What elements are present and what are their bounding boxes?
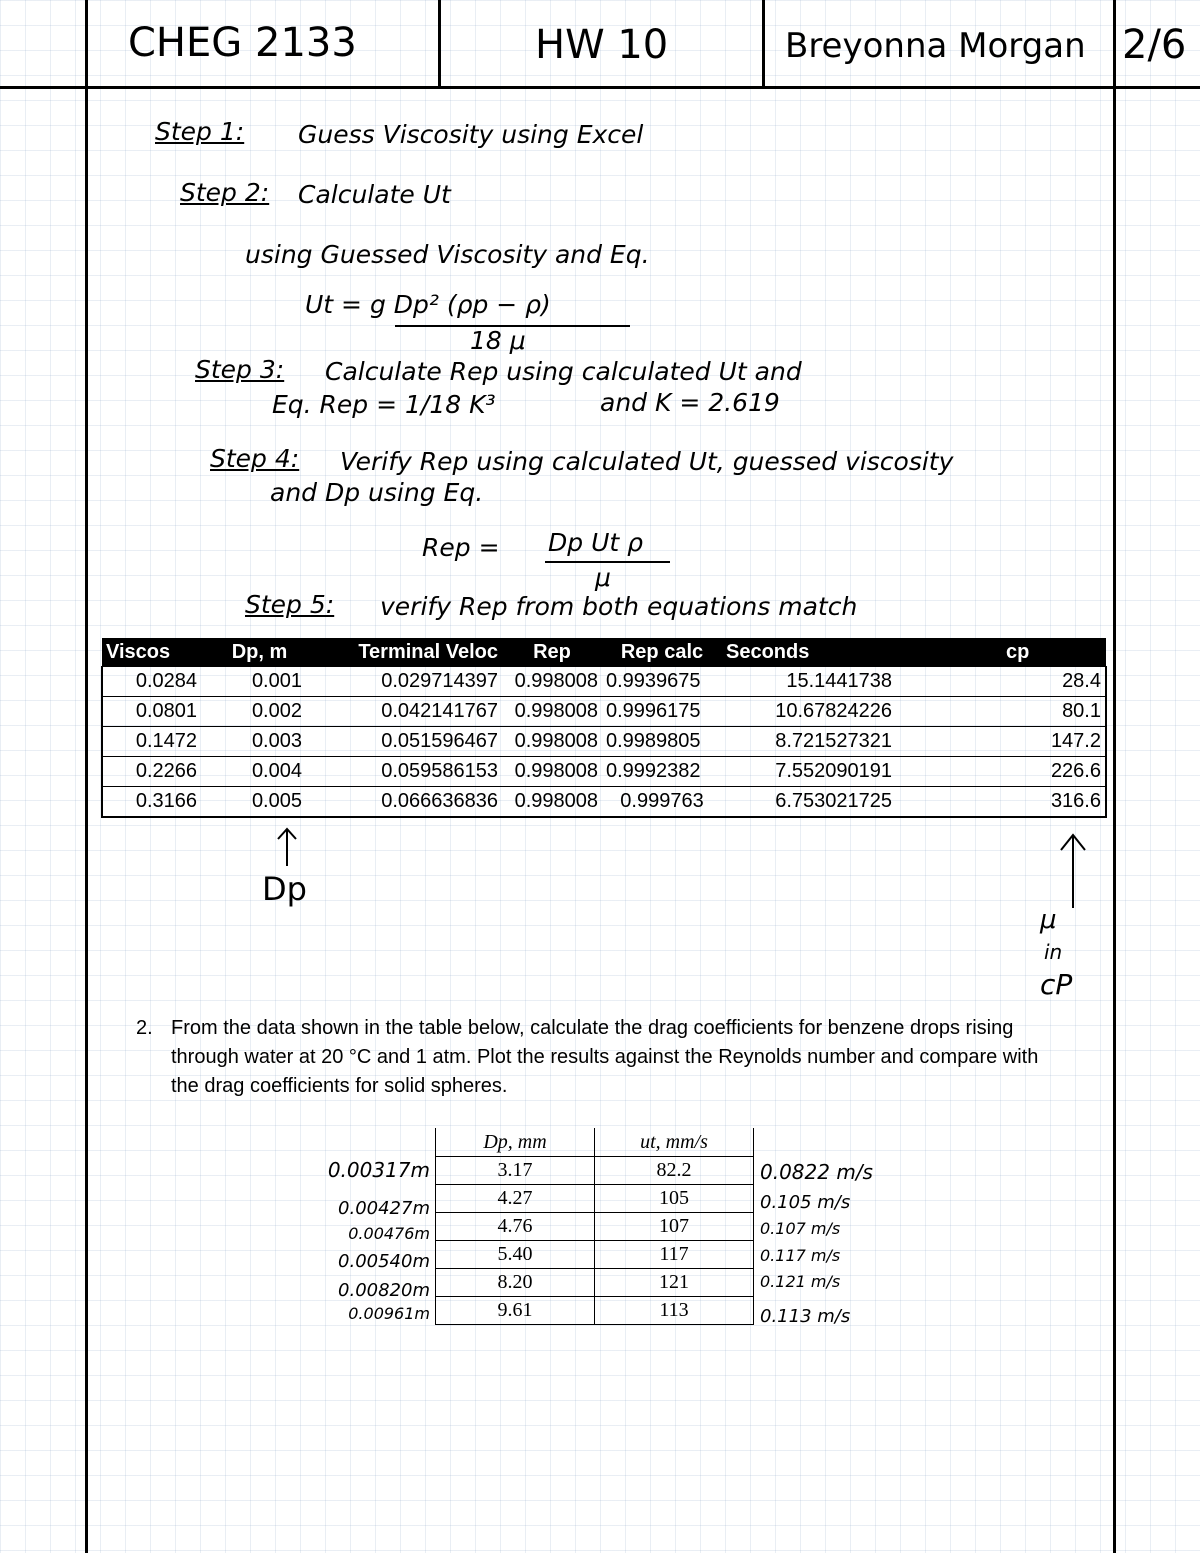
- dp-meters-note: 0.00476m: [348, 1224, 430, 1243]
- cell-ut-mm-s: 107: [595, 1213, 754, 1241]
- rep-equation-denominator: μ: [595, 563, 611, 592]
- cell-ut-mm-s: 117: [595, 1241, 754, 1269]
- col-header-cp: cp: [1002, 638, 1106, 667]
- cell-dp: 0.004: [207, 757, 312, 787]
- cell-terminal-velocity: 0.042141767: [312, 697, 502, 727]
- step2-text: Calculate Ut: [298, 180, 451, 209]
- header-separator-2: [762, 0, 765, 88]
- step4-text: Verify Rep using calculated Ut, guessed viscosity: [340, 447, 954, 476]
- viscosity-results-table: [101, 638, 1107, 818]
- cell-seconds: 10.67824226: [722, 697, 1002, 727]
- step1-text: Guess Viscosity using Excel: [298, 120, 644, 149]
- col-header-terminal-velocity: Terminal Veloc: [312, 638, 502, 667]
- cell-cp: 316.6: [1002, 787, 1106, 818]
- cell-terminal-velocity: 0.029714397: [312, 667, 502, 697]
- cell-dp: 0.003: [207, 727, 312, 757]
- mu-arrow-label-cp: cP: [1040, 968, 1073, 1001]
- cell-viscos: 0.3166: [102, 787, 207, 818]
- question-text: From the data shown in the table below, calculate the drag coefficients for benzene drops rising through water at 20 °C and 1 atm. Plot the results against the Reynolds number and compare with the drag coefficients for solid spheres.: [171, 1017, 1039, 1097]
- cell-rep-calc: 0.999763: [602, 787, 722, 818]
- cell-terminal-velocity: 0.066636836: [312, 787, 502, 818]
- table-row: [436, 1185, 754, 1213]
- cell-terminal-velocity: 0.051596467: [312, 727, 502, 757]
- dp-meters-note: 0.00427m: [338, 1198, 430, 1219]
- step1-label: Step 1:: [155, 117, 245, 146]
- cell-dp-mm: 8.20: [436, 1269, 595, 1297]
- step3-text: Calculate Rep using calculated Ut and: [325, 357, 802, 386]
- table-header-row: [436, 1128, 754, 1157]
- assignment-title: HW 10: [535, 22, 669, 68]
- cell-ut-mm-s: 121: [595, 1269, 754, 1297]
- table-row: [102, 757, 1106, 787]
- dp-arrow-label: Dp: [262, 870, 307, 908]
- cell-dp-mm: 4.76: [436, 1213, 595, 1241]
- cell-rep: 0.998008: [502, 727, 602, 757]
- step5-label: Step 5:: [245, 590, 335, 619]
- cell-rep-calc: 0.9996175: [602, 697, 722, 727]
- dp-meters-note: 0.00317m: [327, 1158, 430, 1182]
- col-header-ut-mm-s: ut, mm/s: [595, 1128, 754, 1157]
- table-row: [436, 1241, 754, 1269]
- mu-arrow-label: μ: [1040, 905, 1057, 935]
- header-divider-line: [0, 86, 1200, 89]
- cell-dp: 0.001: [207, 667, 312, 697]
- col-header-seconds: Seconds: [722, 638, 1002, 667]
- col-header-viscos: Viscos: [102, 638, 207, 667]
- cell-dp: 0.002: [207, 697, 312, 727]
- ut-meters-note: 0.113 m/s: [760, 1306, 851, 1327]
- step3-equation: Eq. Rep = 1/18 K³: [272, 390, 496, 419]
- ut-equation-denominator: 18 μ: [470, 326, 526, 355]
- left-margin-line: [85, 0, 88, 1553]
- cell-terminal-velocity: 0.059586153: [312, 757, 502, 787]
- ut-meters-note: 0.107 m/s: [760, 1219, 841, 1238]
- cell-dp-mm: 4.27: [436, 1185, 595, 1213]
- rep-equation-numerator: Dp Ut ρ: [548, 528, 643, 557]
- step3-label: Step 3:: [195, 355, 285, 384]
- mu-arrow-icon: [1058, 832, 1088, 910]
- table-row: [102, 787, 1106, 818]
- cell-viscos: 0.1472: [102, 727, 207, 757]
- cell-rep: 0.998008: [502, 697, 602, 727]
- cell-dp-mm: 5.40: [436, 1241, 595, 1269]
- cell-rep: 0.998008: [502, 787, 602, 818]
- table-row: [436, 1297, 754, 1325]
- ut-meters-note: 0.0822 m/s: [760, 1160, 873, 1184]
- dp-meters-note: 0.00820m: [338, 1280, 430, 1301]
- cell-viscos: 0.0284: [102, 667, 207, 697]
- cell-cp: 28.4: [1002, 667, 1106, 697]
- step5-text: verify Rep from both equations match: [380, 592, 858, 621]
- cell-seconds: 15.1441738: [722, 667, 1002, 697]
- rep-equation-lhs: Rep =: [422, 533, 500, 562]
- question-number: 2.: [136, 1017, 153, 1039]
- ut-equation: Ut = g Dp² (ρp − ρ): [305, 290, 551, 319]
- dp-meters-note: 0.00961m: [348, 1304, 430, 1323]
- course-title: CHEG 2133: [128, 20, 357, 66]
- table-header-row: [102, 638, 1106, 667]
- cell-rep: 0.998008: [502, 667, 602, 697]
- step3-k-value: and K = 2.619: [600, 388, 780, 417]
- dp-meters-note: 0.00540m: [338, 1251, 430, 1272]
- step2-subtext: using Guessed Viscosity and Eq.: [245, 240, 650, 269]
- table-row: [102, 697, 1106, 727]
- cell-viscos: 0.2266: [102, 757, 207, 787]
- cell-dp: 0.005: [207, 787, 312, 818]
- cell-ut-mm-s: 82.2: [595, 1157, 754, 1185]
- cell-rep-calc: 0.9939675: [602, 667, 722, 697]
- table-row: [436, 1269, 754, 1297]
- ut-meters-note: 0.121 m/s: [760, 1272, 841, 1291]
- ut-meters-note: 0.105 m/s: [760, 1192, 851, 1213]
- ut-meters-note: 0.117 m/s: [760, 1246, 841, 1265]
- cell-dp-mm: 3.17: [436, 1157, 595, 1185]
- table-row: [436, 1213, 754, 1241]
- cell-ut-mm-s: 113: [595, 1297, 754, 1325]
- student-name: Breyonna Morgan: [785, 26, 1086, 66]
- cell-cp: 147.2: [1002, 727, 1106, 757]
- cell-cp: 226.6: [1002, 757, 1106, 787]
- cell-cp: 80.1: [1002, 697, 1106, 727]
- page-number: 2/6: [1122, 22, 1187, 68]
- dp-arrow-icon: [275, 826, 299, 868]
- cell-viscos: 0.0801: [102, 697, 207, 727]
- cell-seconds: 8.721527321: [722, 727, 1002, 757]
- table-row: [436, 1157, 754, 1185]
- right-margin-line: [1113, 0, 1116, 1553]
- step2-label: Step 2:: [180, 178, 270, 207]
- cell-rep-calc: 0.9992382: [602, 757, 722, 787]
- step4-label: Step 4:: [210, 444, 300, 473]
- cell-seconds: 6.753021725: [722, 787, 1002, 818]
- cell-rep: 0.998008: [502, 757, 602, 787]
- cell-dp-mm: 9.61: [436, 1297, 595, 1325]
- cell-seconds: 7.552090191: [722, 757, 1002, 787]
- cell-ut-mm-s: 105: [595, 1185, 754, 1213]
- table-row: [102, 667, 1106, 697]
- col-header-dp: Dp, m: [207, 638, 312, 667]
- header-separator-1: [438, 0, 441, 88]
- benzene-drop-data-table: [435, 1128, 754, 1325]
- cell-rep-calc: 0.9989805: [602, 727, 722, 757]
- table-row: [102, 727, 1106, 757]
- mu-arrow-label-in: in: [1044, 940, 1063, 964]
- col-header-rep-calc: Rep calc: [602, 638, 722, 667]
- col-header-rep: Rep: [502, 638, 602, 667]
- step4-subtext: and Dp using Eq.: [270, 478, 484, 507]
- col-header-dp-mm: Dp, mm: [436, 1128, 595, 1157]
